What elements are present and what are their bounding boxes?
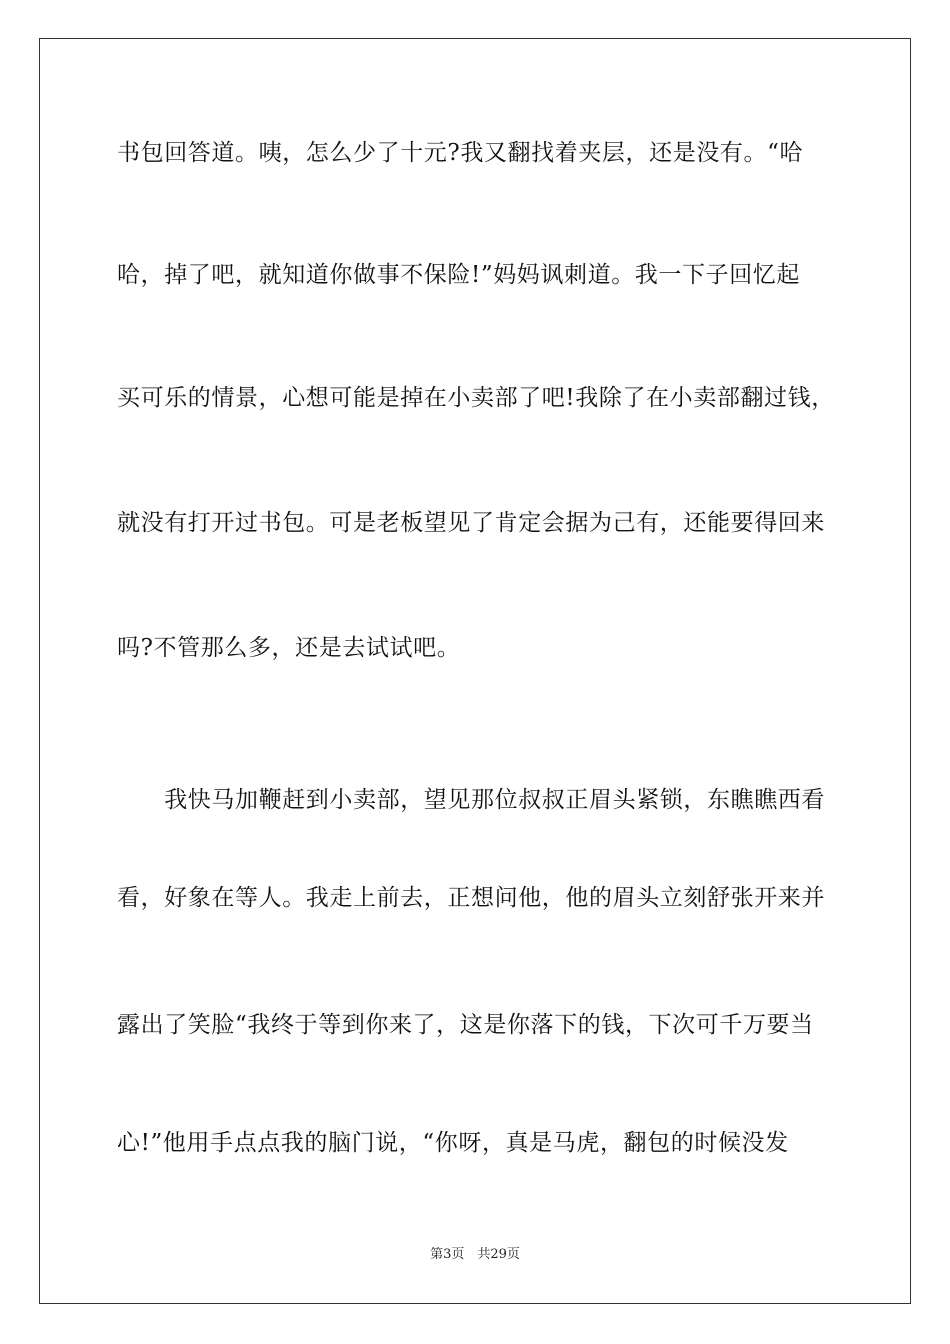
text-line-4: 就没有打开过书包。可是老板望见了肯定会据为己有，还能要得回来 xyxy=(117,510,825,536)
text-line-6: 我快马加鞭赶到小卖部，望见那位叔叔正眉头紧锁，东瞧瞧西看 xyxy=(117,787,825,813)
text-line-3: 买可乐的情景，心想可能是掉在小卖部了吧!我除了在小卖部翻过钱， xyxy=(117,385,835,411)
text-line-1: 书包回答道。咦，怎么少了十元?我又翻找着夹层，还是没有。“哈 xyxy=(117,140,804,166)
text-line-8: 露出了笑脸“我终于等到你来了，这是你落下的钱，下次可千万要当 xyxy=(117,1012,814,1038)
text-line-9: 心!”他用手点点我的脑门说，“你呀，真是马虎，翻包的时候没发 xyxy=(117,1130,789,1156)
page-number-footer: 第3页 共29页 xyxy=(430,1247,520,1262)
page-border xyxy=(39,38,911,1304)
text-line-7: 看，好象在等人。我走上前去，正想问他，他的眉头立刻舒张开来并 xyxy=(117,885,825,911)
text-line-5: 吗?不管那么多，还是去试试吧。 xyxy=(117,635,461,661)
text-line-2: 哈，掉了吧，就知道你做事不保险!”妈妈讽刺道。我一下子回忆起 xyxy=(117,262,801,288)
